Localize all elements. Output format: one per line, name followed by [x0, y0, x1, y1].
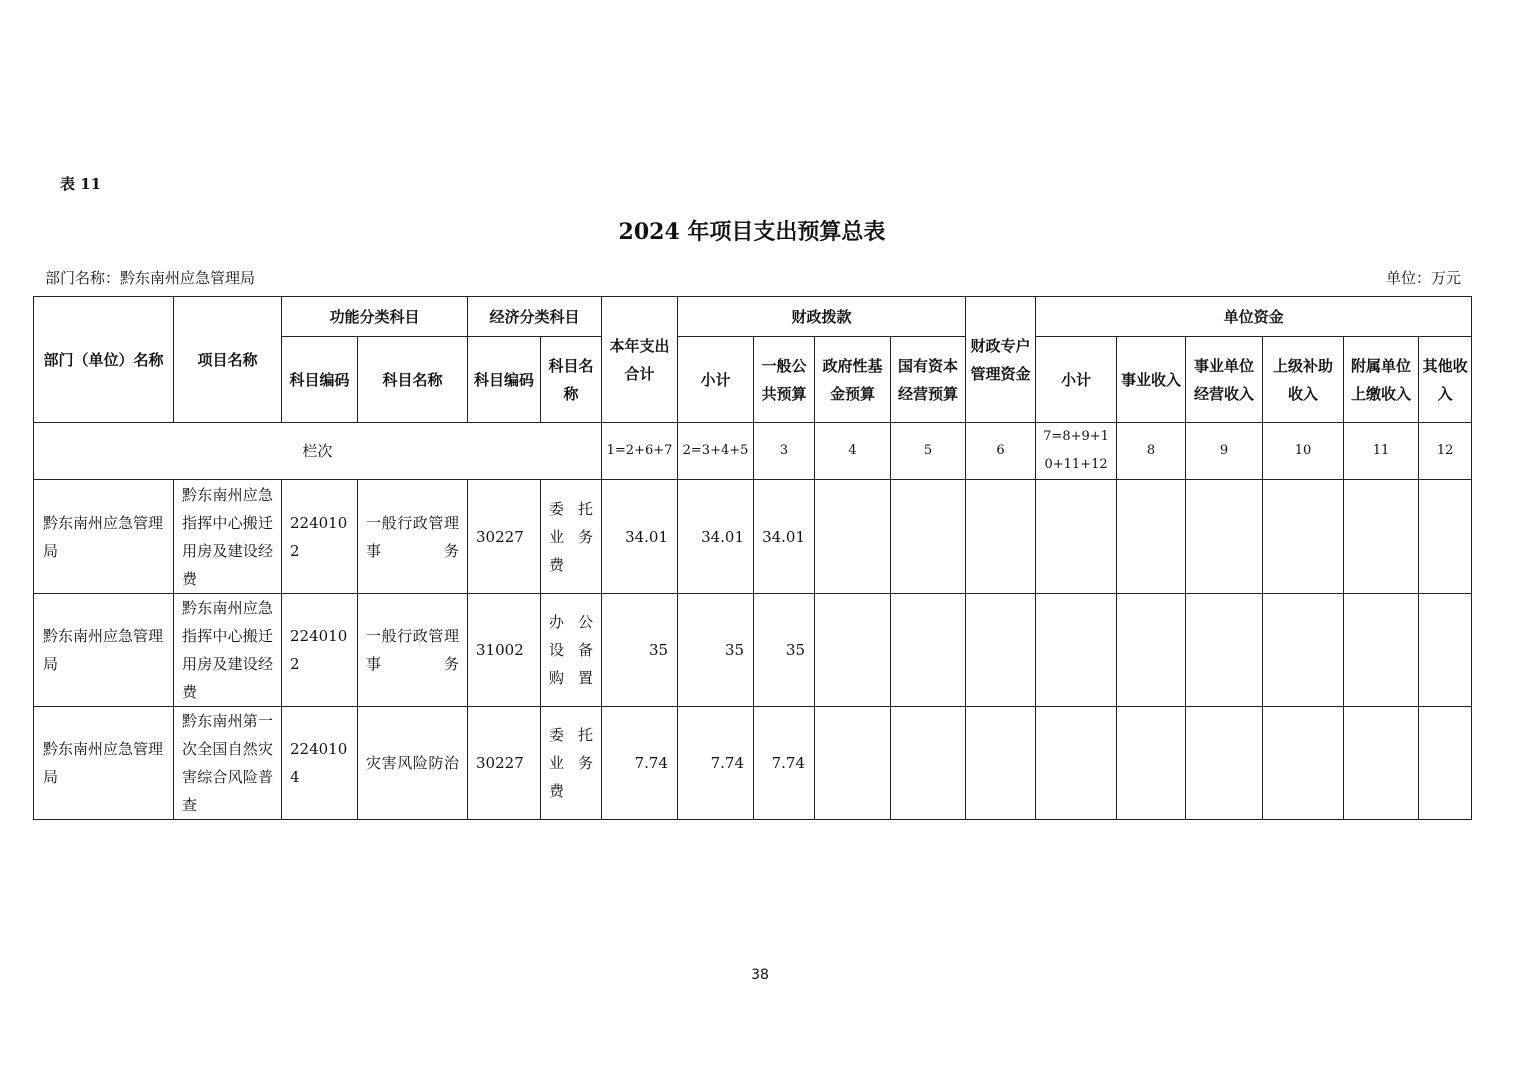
cell-econ-name: 委托业务费 — [541, 480, 602, 594]
cell-empty — [1036, 707, 1117, 820]
header-econ-name: 科目名称 — [541, 337, 602, 423]
cell-empty — [1117, 594, 1186, 707]
cell-empty — [1117, 480, 1186, 594]
cell-empty — [1344, 594, 1419, 707]
column-index-cell: 8 — [1117, 423, 1186, 480]
cell-empty — [1419, 707, 1472, 820]
cell-func-code: 2240102 — [282, 594, 358, 707]
column-index-cell: 3 — [754, 423, 815, 480]
cell-func-code: 2240102 — [282, 480, 358, 594]
cell-empty — [891, 594, 966, 707]
header-func-code: 科目编码 — [282, 337, 358, 423]
table-id: 表 11 — [60, 175, 102, 193]
cell-econ-name: 委托业务费 — [541, 707, 602, 820]
cell-empty — [891, 707, 966, 820]
cell-econ-code: 30227 — [468, 707, 541, 820]
column-index-cell: 10 — [1263, 423, 1344, 480]
page-number: 38 — [751, 967, 769, 983]
cell-general-budget: 35 — [754, 594, 815, 707]
header-business-income: 事业收入 — [1117, 337, 1186, 423]
cell-empty — [1263, 707, 1344, 820]
cell-econ-code: 31002 — [468, 594, 541, 707]
cell-total: 35 — [602, 594, 678, 707]
cell-empty — [966, 594, 1036, 707]
cell-empty — [1419, 480, 1472, 594]
column-index-cell: 4 — [815, 423, 891, 480]
header-affiliated: 附属单位上缴收入 — [1344, 337, 1419, 423]
cell-empty — [891, 480, 966, 594]
header-gov-fund: 政府性基金预算 — [815, 337, 891, 423]
cell-dept: 黔东南州应急管理局 — [34, 594, 174, 707]
cell-func-name: 一般行政管理事务 — [358, 480, 468, 594]
header-econ-code: 科目编码 — [468, 337, 541, 423]
cell-empty — [966, 480, 1036, 594]
cell-func-name: 灾害风险防治 — [358, 707, 468, 820]
cell-empty — [815, 594, 891, 707]
header-unit-subtotal: 小计 — [1036, 337, 1117, 423]
header-project: 项目名称 — [174, 297, 282, 423]
cell-fiscal-subtotal: 34.01 — [678, 480, 754, 594]
cell-empty — [1186, 480, 1263, 594]
header-total: 本年支出合计 — [602, 297, 678, 423]
cell-project: 黔东南州第一次全国自然灾害综合风险普查 — [174, 707, 282, 820]
column-index-cell: 12 — [1419, 423, 1472, 480]
header-func-group: 功能分类科目 — [282, 297, 468, 337]
cell-fiscal-subtotal: 7.74 — [678, 707, 754, 820]
cell-empty — [966, 707, 1036, 820]
cell-empty — [1186, 707, 1263, 820]
column-index-label: 栏次 — [34, 423, 602, 480]
column-index-row — [34, 423, 1472, 480]
header-business-operation: 事业单位经营收入 — [1186, 337, 1263, 423]
cell-empty — [1186, 594, 1263, 707]
header-general-budget: 一般公共预算 — [754, 337, 815, 423]
table-row — [34, 480, 1472, 594]
cell-empty — [1419, 594, 1472, 707]
cell-dept: 黔东南州应急管理局 — [34, 480, 174, 594]
column-index-cell: 6 — [966, 423, 1036, 480]
header-func-name: 科目名称 — [358, 337, 468, 423]
cell-func-name: 一般行政管理事务 — [358, 594, 468, 707]
header-state-capital: 国有资本经营预算 — [891, 337, 966, 423]
unit-label: 单位：万元 — [1385, 269, 1461, 287]
header-other: 其他收入 — [1419, 337, 1472, 423]
table-row — [34, 707, 1472, 820]
header-special-account: 财政专户管理资金 — [966, 297, 1036, 423]
cell-project: 黔东南州应急指挥中心搬迁用房及建设经费 — [174, 480, 282, 594]
cell-dept: 黔东南州应急管理局 — [34, 707, 174, 820]
page-title: 2024 年项目支出预算总表 — [618, 219, 886, 245]
header-fiscal-group: 财政拨款 — [678, 297, 966, 337]
column-index-cell: 7=8+9+10+11+12 — [1036, 423, 1117, 480]
cell-empty — [1344, 707, 1419, 820]
cell-general-budget: 7.74 — [754, 707, 815, 820]
cell-general-budget: 34.01 — [754, 480, 815, 594]
header-unit-group: 单位资金 — [1036, 297, 1472, 337]
cell-project: 黔东南州应急指挥中心搬迁用房及建设经费 — [174, 594, 282, 707]
cell-empty — [1263, 594, 1344, 707]
cell-empty — [1344, 480, 1419, 594]
header-fiscal-subtotal: 小计 — [678, 337, 754, 423]
column-index-cell: 2=3+4+5 — [678, 423, 754, 480]
column-index-cell: 9 — [1186, 423, 1263, 480]
header-econ-group: 经济分类科目 — [468, 297, 602, 337]
header-dept: 部门（单位）名称 — [34, 297, 174, 423]
cell-total: 7.74 — [602, 707, 678, 820]
cell-func-code: 2240104 — [282, 707, 358, 820]
cell-empty — [815, 707, 891, 820]
cell-econ-name: 办公设备购置 — [541, 594, 602, 707]
cell-empty — [1036, 480, 1117, 594]
header-superior-subsidy: 上级补助收入 — [1263, 337, 1344, 423]
cell-empty — [815, 480, 891, 594]
table-row — [34, 594, 1472, 707]
cell-empty — [1036, 594, 1117, 707]
budget-table — [33, 296, 1472, 820]
cell-econ-code: 30227 — [468, 480, 541, 594]
column-index-cell: 5 — [891, 423, 966, 480]
department-label: 部门名称：黔东南州应急管理局 — [45, 269, 256, 287]
header-row-1 — [34, 297, 1472, 337]
cell-empty — [1263, 480, 1344, 594]
column-index-cell: 11 — [1344, 423, 1419, 480]
cell-fiscal-subtotal: 35 — [678, 594, 754, 707]
cell-total: 34.01 — [602, 480, 678, 594]
cell-empty — [1117, 707, 1186, 820]
column-index-cell: 1=2+6+7 — [602, 423, 678, 480]
